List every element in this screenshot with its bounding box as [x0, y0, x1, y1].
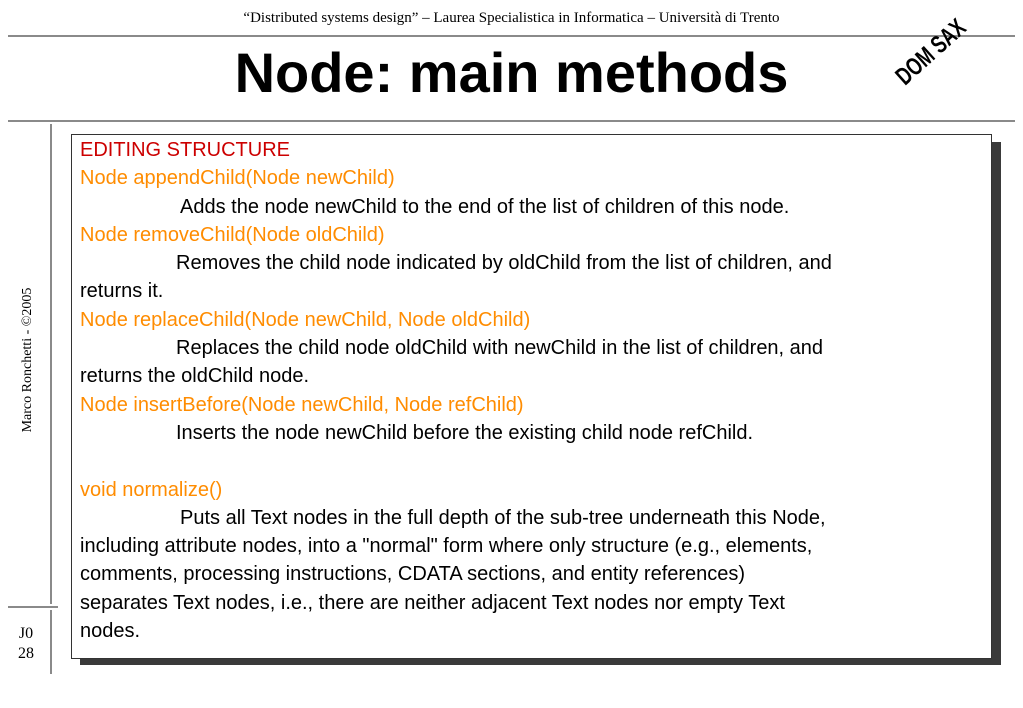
method-signature: Node replaceChild(Node newChild, Node oldChild) [80, 308, 531, 331]
slide-number [10, 624, 42, 664]
method-signature: Node removeChild(Node oldChild) [80, 223, 385, 246]
page-number: 28 [18, 645, 34, 662]
dom-sax-stamp: DOM SAX [890, 13, 972, 91]
method-description: comments, processing instructions, CDATA sections, and entity references) [80, 563, 746, 586]
page-title: Node: main methods [234, 41, 789, 104]
method-description: Puts all Text nodes in the full depth of the sub-tree underneath this Node, [180, 506, 826, 529]
left-rule-lower [50, 610, 52, 674]
method-signature: void normalize() [80, 478, 223, 501]
method-description: returns it. [80, 280, 164, 303]
method-description: nodes. [80, 620, 141, 643]
method-description: Adds the node newChild to the end of the list of children of this node. [180, 195, 790, 218]
method-description: including attribute nodes, into a "normal" form where only structure (e.g., elements, [80, 535, 813, 558]
spacer [80, 447, 980, 475]
method-signature: Node appendChild(Node newChild) [80, 167, 395, 190]
method-description: Removes the child node indicated by oldChild from the list of children, and [176, 252, 832, 275]
section-heading: EDITING STRUCTURE [80, 139, 290, 161]
top-rule [8, 35, 1015, 37]
author-credit: Marco Ronchetti - ©2005 [20, 287, 35, 433]
method-signature: Node insertBefore(Node newChild, Node refChild) [80, 393, 524, 416]
method-description: separates Text nodes, i.e., there are neither adjacent Text nodes nor empty Text [80, 591, 785, 614]
footer-rule [8, 606, 58, 608]
method-description: returns the oldChild node. [80, 365, 310, 388]
method-description: Replaces the child node oldChild with newChild in the list of children, and [176, 337, 824, 360]
course-header: “Distributed systems design” – Laurea Specialistica in Informatica – Università di Trento [243, 10, 780, 26]
left-rule [50, 124, 52, 604]
slide-code: J0 [18, 625, 34, 642]
content-text [80, 136, 980, 645]
method-description: Inserts the node newChild before the existing child node refChild. [176, 421, 754, 444]
title-rule [8, 120, 1015, 122]
